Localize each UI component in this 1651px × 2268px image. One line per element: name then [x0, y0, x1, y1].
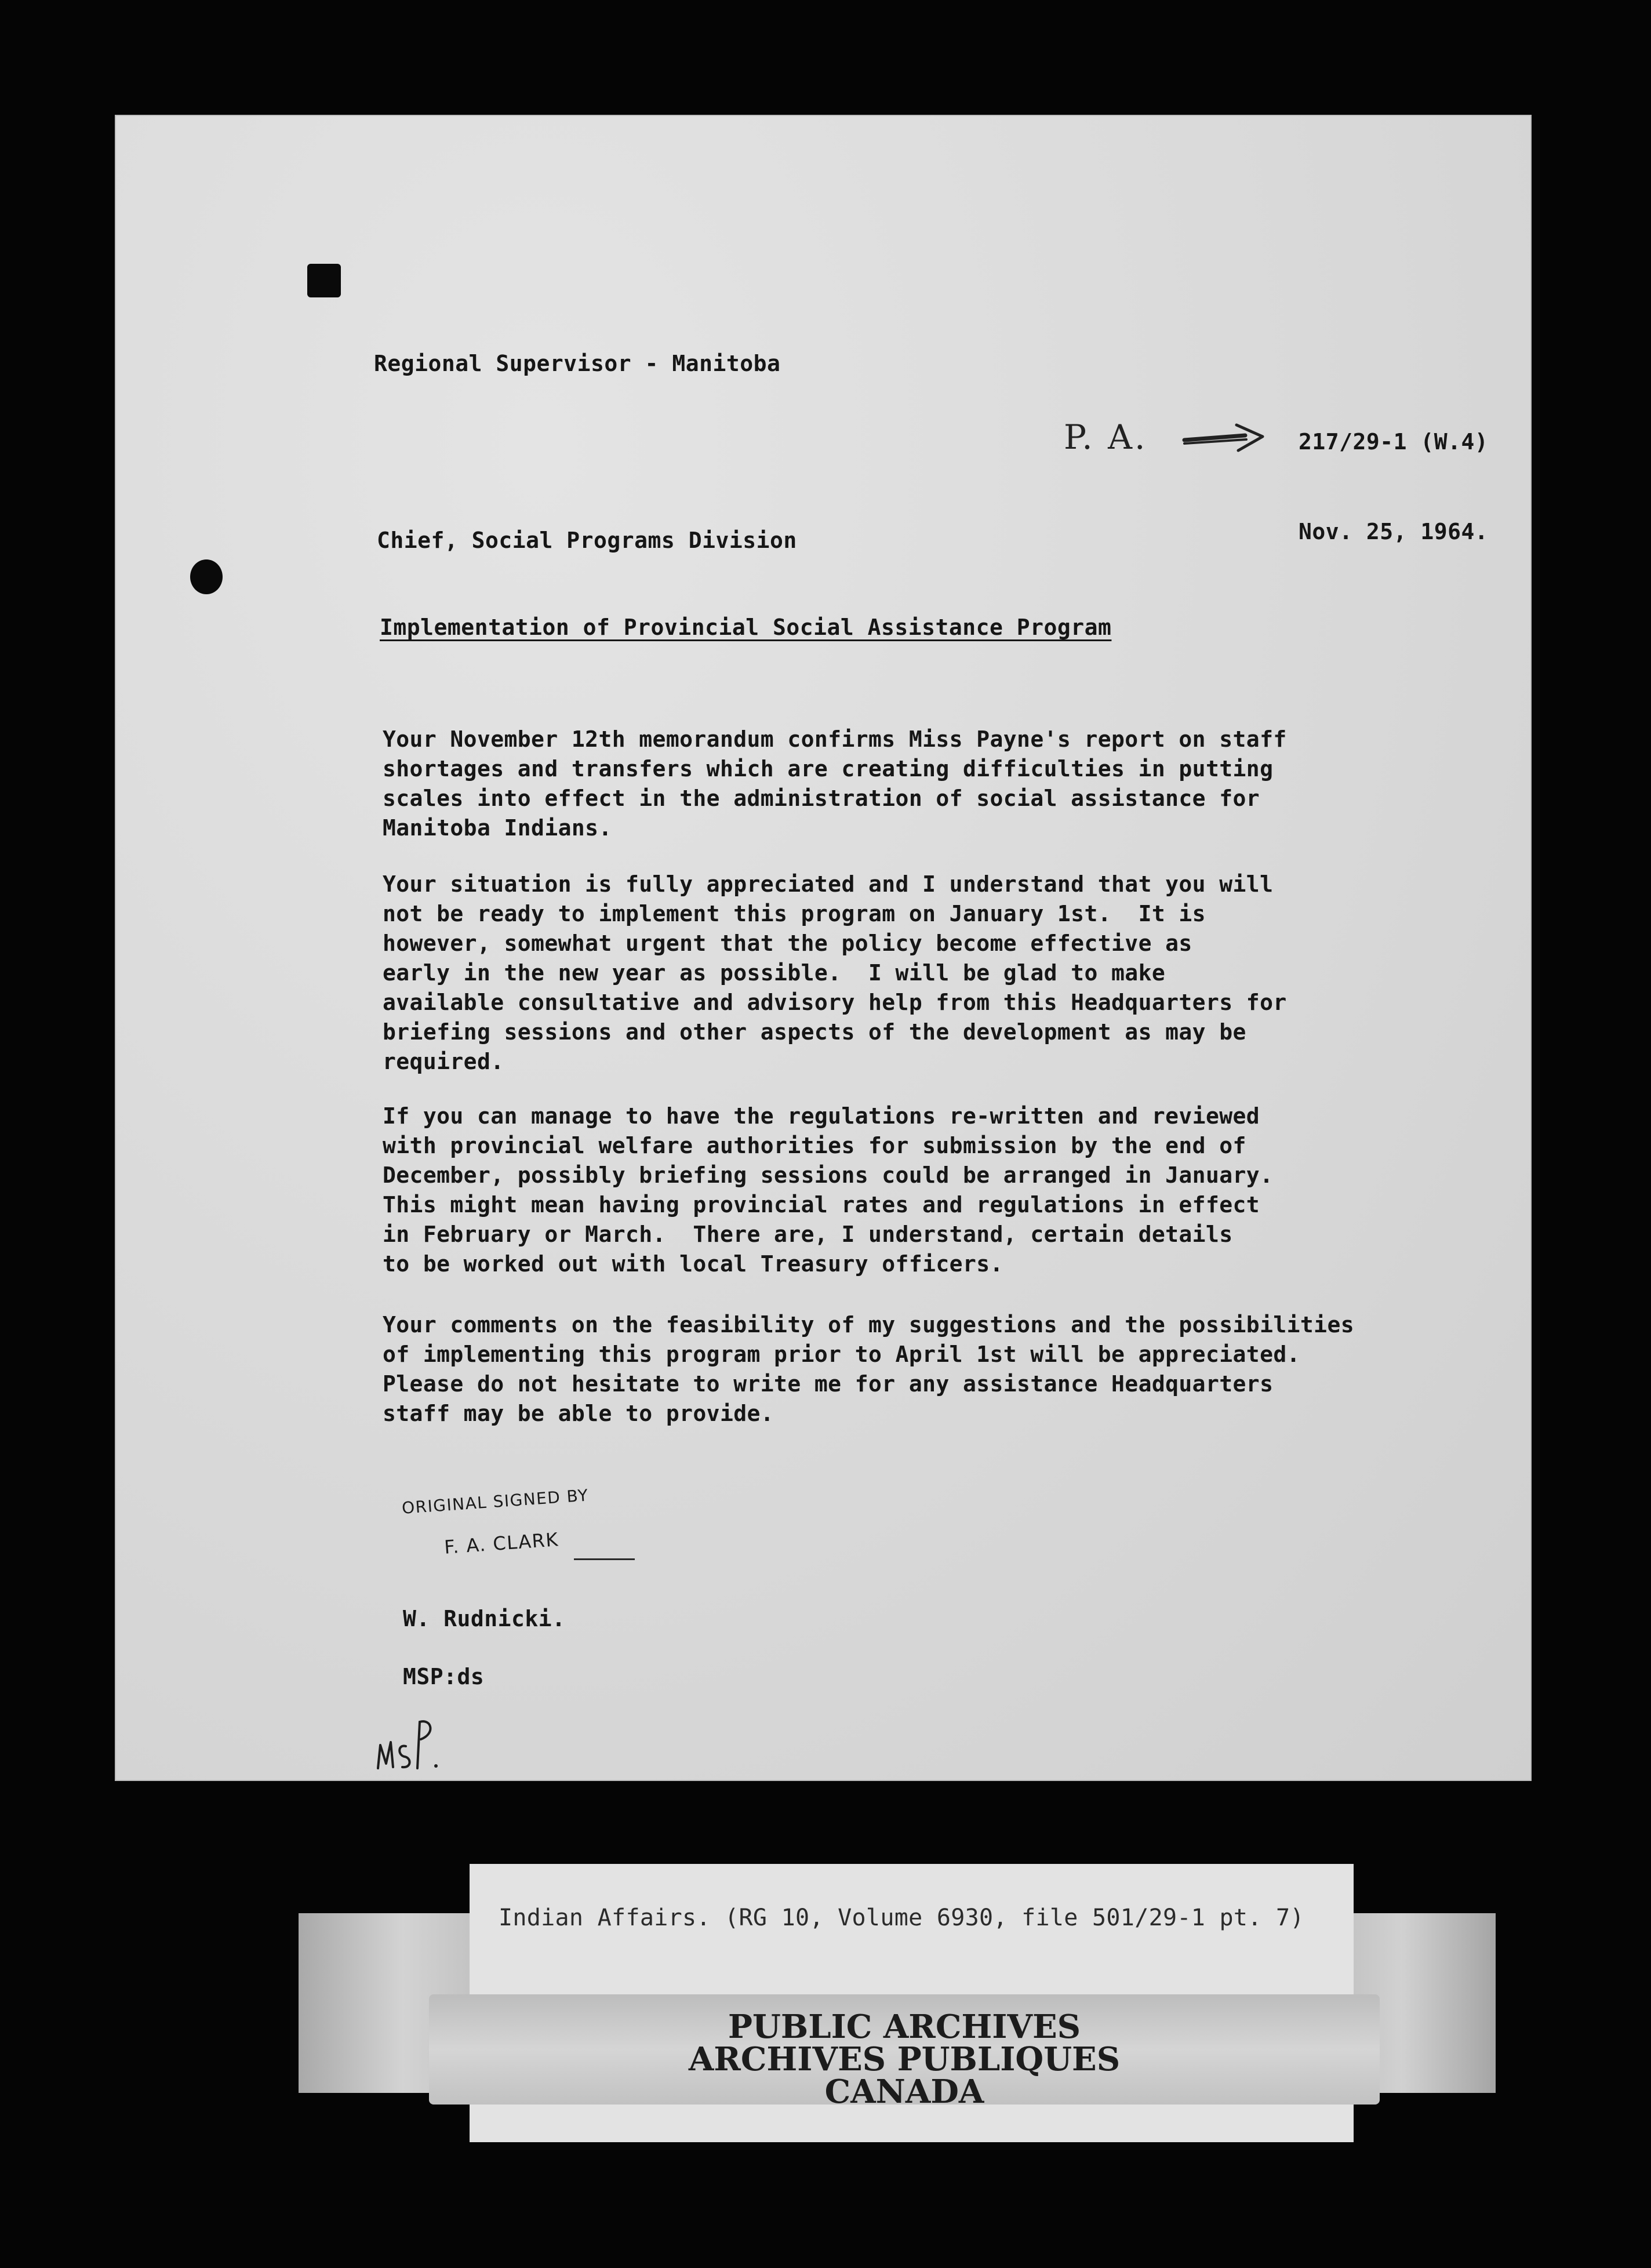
stamp-underline [574, 1558, 635, 1560]
memo-date: Nov. 25, 1964. [1299, 519, 1489, 544]
archive-line-3: CANADA [824, 2073, 984, 2111]
memo-sender: Chief, Social Programs Division [377, 528, 797, 553]
archive-line-1: PUBLIC ARCHIVES [728, 2008, 1081, 2046]
typist-initials: MSP:ds [403, 1664, 485, 1689]
signature-stamp-line-2: F. A. CLARK [443, 1528, 559, 1558]
file-reference: 217/29-1 (W.4) [1299, 429, 1489, 455]
handwritten-initials [371, 1710, 446, 1774]
memo-paragraph-1: Your November 12th memorandum confirms Miss Payne's report on staff shortages and transfers which are creating difficulties in putting scales into effect in the administration of social assistance for Manitoba Indians. [383, 726, 1287, 841]
arrow-icon [1181, 420, 1268, 455]
signatory-name: W. Rudnicki. [403, 1606, 566, 1631]
archive-line-2: ARCHIVES PUBLIQUES [688, 2040, 1121, 2078]
memo-paragraph-3: If you can manage to have the regulations re-written and reviewed with provincial welfare authorities for submission by the end of December, possibly briefing sessions could be arranged in January. This might mean having provincial rates and regulations in effect in February or March. There are, I understand, certain details to be worked out with local Treasury officers. [383, 1103, 1274, 1277]
memo-paragraph-4: Your comments on the feasibility of my suggestions and the possibilities of implementing this program prior to April 1st will be appreciated. Please do not hesitate to write me for any assistance Headquarters staff may be able to provide. [383, 1312, 1355, 1426]
memo-subject: Implementation of Provincial Social Assistance Program [380, 615, 1112, 640]
archive-reference: Indian Affairs. (RG 10, Volume 6930, file 501/29-1 pt. 7) [499, 1904, 1304, 1931]
pa-handwritten-mark: P. A. [1064, 417, 1148, 457]
memo-page [116, 116, 1530, 1780]
punch-hole-round [190, 559, 223, 594]
punch-hole-square [307, 264, 341, 297]
archive-stamp-text [429, 2008, 1380, 2111]
memo-recipient: Regional Supervisor - Manitoba [374, 351, 781, 376]
signature-stamp-line-1: ORIGINAL SIGNED BY [401, 1485, 590, 1518]
memo-paragraph-2: Your situation is fully appreciated and I understand that you will not be ready to implement this program on January 1st. It is however, somewhat urgent that the policy become effective as early in the new year as possible. I will be glad to make available consultative and advisory help from this Headquarters for briefing sessions and other aspects of the development as may be required. [383, 871, 1287, 1074]
